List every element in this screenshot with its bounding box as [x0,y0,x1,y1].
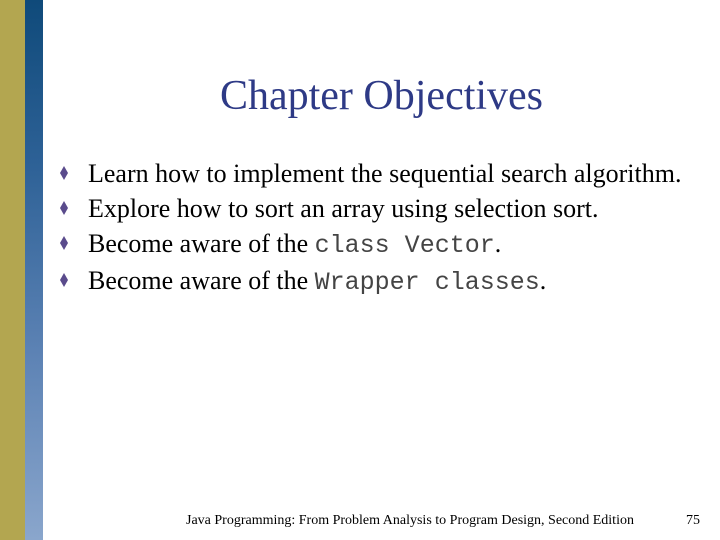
bullet-item-4 [60,265,710,298]
left-olive-bar [0,0,25,540]
page-number: 75 [686,513,700,528]
slide-title: Chapter Objectives [219,73,544,119]
bullet-text-suffix: . [494,229,502,258]
code-wrapper-classes: Wrapper classes [314,268,540,297]
code-class-vector: class Vector [314,231,495,260]
bullet-text-suffix: . [539,266,547,295]
bullet-text-prefix: Become aware of the [88,229,315,258]
diamond-bullet-icon [60,273,68,287]
bullet-item-1 [60,158,710,189]
diamond-bullet-icon [60,166,68,180]
bullet-text-prefix: Become aware of the [88,266,315,295]
slide-footer: Java Programming: From Problem Analysis to Program Design, Second Edition [186,513,634,528]
left-blue-gradient-bar [25,0,43,540]
diamond-bullet-icon [60,201,68,215]
bullet-text: Learn how to implement the sequential search algorithm. [88,159,682,188]
bullet-item-2 [60,193,710,224]
bullet-list [60,158,710,302]
diamond-bullet-icon [60,236,68,250]
bullet-text: Explore how to sort an array using selection sort. [88,194,599,223]
bullet-item-3 [60,228,710,261]
